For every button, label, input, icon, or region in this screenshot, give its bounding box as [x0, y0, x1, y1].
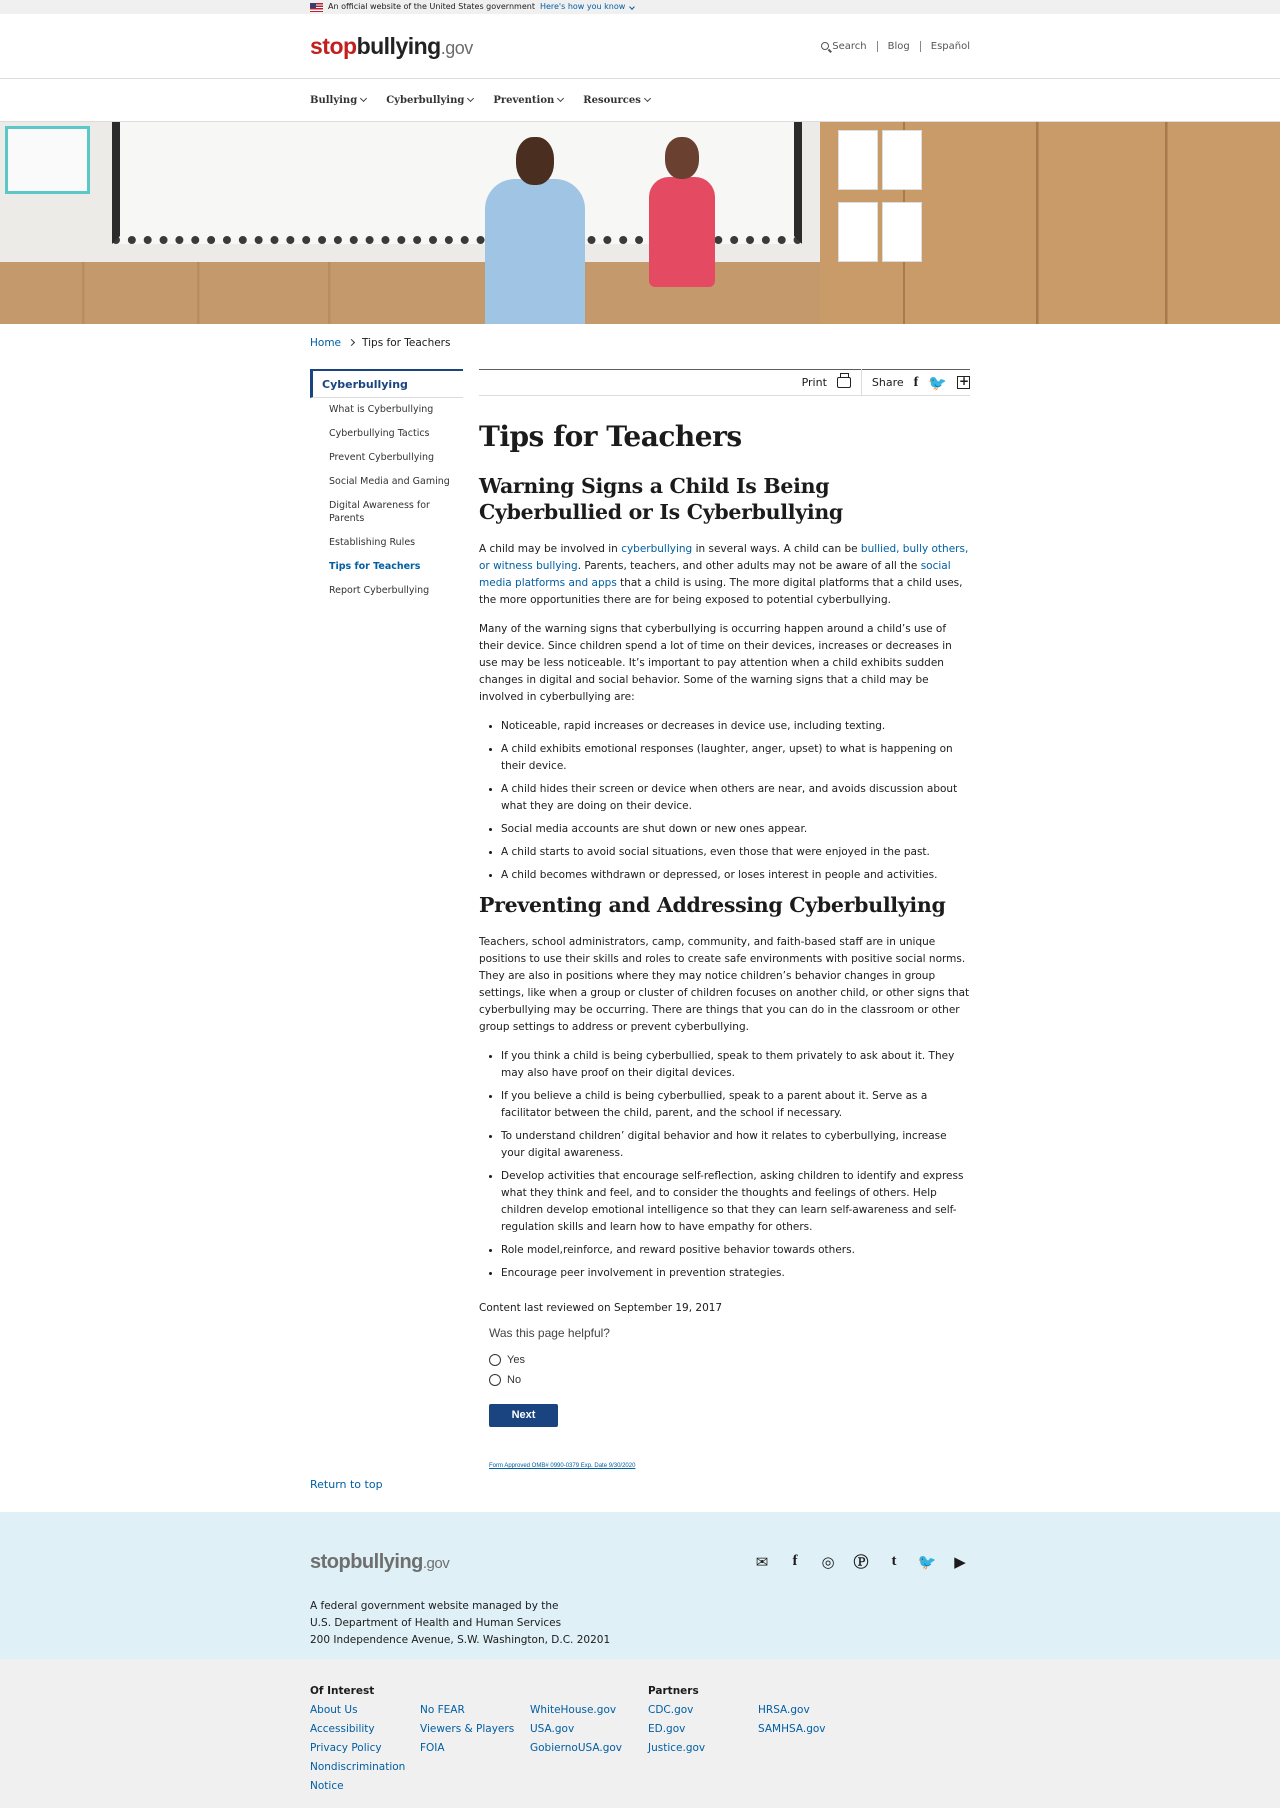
radio-circle-icon[interactable]: [489, 1374, 501, 1386]
chevron-down-icon: [557, 95, 564, 102]
gov-banner-text: An official website of the United States government: [328, 2, 535, 11]
add-share-icon[interactable]: [957, 376, 970, 389]
tumblr-icon[interactable]: t: [891, 1553, 897, 1569]
paragraph-intro: A child may be involved in cyberbullying in several ways. A child can be bullied, bully others, or witness bullying. Parents, teachers, and other adults may not be aware of all the social media platforms and apps that a child is using. The more digital platforms that a child uses, the more opportunities there are for being exposed to potential cyberbullying.: [479, 543, 969, 606]
paragraph-preventing: Teachers, school administrators, camp, community, and faith-based staff are in unique positions to use their skills and roles to create safe environments with positive social norms. They are also in positions where they may notice children’s behavior changes in group settings, like when a group or cluster of children focuses on another child, or other signs that cyberbullying may be occurring. There are things that you can do in the classroom or other group settings to address or prevent cyberbullying.: [479, 936, 970, 1033]
print-label: Print: [801, 376, 827, 389]
footer-link[interactable]: About Us: [310, 1704, 358, 1716]
sidenav-heading[interactable]: Cyberbullying: [310, 369, 463, 398]
sidenav-item-prevent[interactable]: Prevent Cyberbullying: [329, 452, 435, 463]
list-item: • Role model,reinforce, and reward positive behavior towards others.: [501, 1242, 970, 1259]
link-cyberbullying[interactable]: cyberbullying: [621, 543, 693, 555]
printer-icon: [837, 377, 851, 388]
pinterest-icon[interactable]: Ⓟ: [853, 1553, 869, 1571]
footer-link[interactable]: SAMHSA.gov: [758, 1723, 826, 1735]
footer-link[interactable]: Nondiscrimination: [310, 1761, 406, 1773]
blog-link[interactable]: Blog: [887, 41, 910, 52]
footer-link[interactable]: FOIA: [420, 1742, 445, 1754]
radio-no[interactable]: No: [489, 1374, 970, 1386]
divider: [877, 41, 878, 52]
sidenav-item-rules[interactable]: Establishing Rules: [329, 537, 416, 548]
footer-link[interactable]: HRSA.gov: [758, 1704, 810, 1716]
sidenav-item-tactics[interactable]: Cyberbullying Tactics: [329, 428, 430, 439]
sidenav-item-social-media[interactable]: Social Media and Gaming: [329, 476, 450, 487]
sidenav-item-what-is[interactable]: What is Cyberbullying: [329, 404, 434, 415]
feedback-question: Was this page helpful?: [489, 1326, 610, 1340]
footer-link[interactable]: Notice: [310, 1780, 344, 1792]
partners-title: Partners: [648, 1685, 699, 1697]
paragraph-warning-signs: Many of the warning signs that cyberbullying is occurring happen around a child’s use of their device. Since children spend a lot of time on their devices, increases or decreases in use may be less noticeable. It’s important to pay attention when a child exhibits sudden changes in digital and social behavior. Some of the warning signs that a child may be involved in cyberbullying are:: [479, 623, 952, 703]
how-you-know-link[interactable]: Here's how you know: [539, 2, 626, 11]
page-title: Tips for Teachers: [479, 420, 742, 453]
chevron-right-icon: [348, 339, 355, 346]
chevron-down-icon: [644, 95, 651, 102]
chevron-down-icon: [629, 4, 635, 10]
list-item: • A child becomes withdrawn or depressed, or loses interest in people and activities.: [501, 867, 970, 884]
footer-link[interactable]: Privacy Policy: [310, 1742, 382, 1754]
us-flag-icon: [310, 3, 323, 12]
link-social-media-platforms[interactable]: social media platforms and apps: [479, 560, 951, 589]
footer-link[interactable]: USA.gov: [530, 1723, 575, 1735]
list-item: • Social media accounts are shut down or new ones appear.: [501, 821, 970, 838]
footer-link[interactable]: ED.gov: [648, 1723, 686, 1735]
heading-warning-signs: Warning Signs a Child Is Being Cyberbullied or Is Cyberbullying: [479, 474, 843, 524]
share-label: Share: [871, 376, 904, 389]
espanol-link[interactable]: Español: [930, 41, 970, 52]
print-button[interactable]: [792, 376, 861, 389]
chevron-down-icon: [360, 95, 367, 102]
site-logo[interactable]: stopbullying.gov: [310, 33, 473, 59]
utility-nav: [821, 41, 970, 52]
search-link[interactable]: Search: [821, 41, 866, 52]
footer-main: [0, 1512, 1280, 1659]
warning-signs-list: [479, 718, 970, 884]
footer-col-3: [530, 1682, 648, 1796]
omb-link[interactable]: Form Approved OMB# 0990-0379 Exp. Date 9/30/2020: [489, 1463, 636, 1469]
hero-image: [0, 122, 1280, 324]
footer-links: [0, 1659, 1280, 1808]
nav-prevention[interactable]: Prevention: [493, 95, 563, 106]
list-item: • A child starts to avoid social situations, even those that were enjoyed in the past.: [501, 844, 970, 861]
sidenav-item-tips-teachers[interactable]: Tips for Teachers: [329, 561, 421, 572]
email-icon[interactable]: ✉: [755, 1552, 769, 1571]
social-links: [752, 1551, 970, 1572]
footer-link[interactable]: Viewers & Players: [420, 1723, 515, 1735]
site-header: [0, 14, 1280, 79]
feedback-form: [479, 1326, 970, 1469]
footer-col-2: [420, 1682, 530, 1796]
prevention-list: [479, 1048, 970, 1282]
list-item: • Encourage peer involvement in prevention strategies.: [501, 1265, 970, 1282]
footer-link[interactable]: CDC.gov: [648, 1704, 694, 1716]
footer-link[interactable]: No FEAR: [420, 1704, 465, 1716]
divider: [920, 41, 921, 52]
of-interest-title: Of Interest: [310, 1685, 375, 1697]
nav-cyberbullying[interactable]: Cyberbullying: [386, 95, 473, 106]
return-to-top-link[interactable]: Return to top: [310, 1478, 383, 1491]
nav-resources[interactable]: Resources: [583, 95, 650, 106]
list-item: • Noticeable, rapid increases or decreases in device use, including texting.: [501, 718, 970, 735]
instagram-icon[interactable]: ◎: [821, 1552, 835, 1571]
facebook-icon[interactable]: f: [792, 1553, 798, 1569]
heading-preventing: Preventing and Addressing Cyberbullying: [479, 893, 946, 917]
footer-link[interactable]: Justice.gov: [648, 1742, 706, 1754]
footer-col-of-interest: [310, 1682, 420, 1796]
footer-col-partners: [648, 1682, 758, 1796]
main-content: [479, 369, 970, 1469]
twitter-icon[interactable]: 🐦: [917, 1552, 937, 1571]
footer-address: A federal government website managed by the U.S. Department of Health and Human Services 200 Independence Avenue, S.W. Washington, D.C. 20201: [310, 1600, 611, 1646]
search-icon: [821, 42, 829, 50]
radio-yes[interactable]: Yes: [489, 1354, 970, 1366]
breadcrumb-home[interactable]: Home: [310, 336, 342, 349]
footer-logo[interactable]: stopbullying.gov: [310, 1551, 450, 1573]
side-nav: [310, 369, 463, 1469]
link-bullied-bully-witness[interactable]: bullied, bully others, or witness bullying: [479, 543, 969, 572]
footer-link[interactable]: WhiteHouse.gov: [530, 1704, 617, 1716]
youtube-icon[interactable]: ▶: [954, 1552, 966, 1571]
list-item: • Develop activities that encourage self-reflection, asking children to identify and express what they think and feel, and to consider the thoughts and feelings of others. Help children develop emotional intelligence so that they can learn self-awareness and self-regulation skills and learn how to have empathy for others.: [501, 1168, 970, 1236]
main-nav: [0, 79, 1280, 122]
nav-bullying[interactable]: Bullying: [310, 95, 366, 106]
gov-banner: [0, 0, 1280, 14]
next-button[interactable]: Next: [489, 1404, 558, 1427]
sidenav-item-digital-awareness[interactable]: Digital Awareness for Parents: [329, 500, 430, 524]
facebook-icon[interactable]: f: [913, 374, 919, 390]
breadcrumb: [310, 324, 970, 361]
chevron-down-icon: [467, 95, 474, 102]
last-reviewed: Content last reviewed on September 19, 2017: [479, 1302, 723, 1314]
sidenav-item-report[interactable]: Report Cyberbullying: [329, 585, 430, 596]
breadcrumb-current: Tips for Teachers: [362, 336, 451, 349]
list-item: • A child hides their screen or device when others are near, and avoids discussion about what they are doing on their device.: [501, 781, 970, 815]
footer-link[interactable]: Accessibility: [310, 1723, 375, 1735]
share-bar: [479, 369, 970, 396]
twitter-icon[interactable]: 🐦: [928, 373, 947, 392]
list-item: • A child exhibits emotional responses (laughter, anger, upset) to what is happening on their device.: [501, 741, 970, 775]
footer-link[interactable]: GobiernoUSA.gov: [530, 1742, 622, 1754]
list-item: • To understand children’ digital behavior and how it relates to cyberbullying, increase your digital awareness.: [501, 1128, 970, 1162]
list-item: • If you believe a child is being cyberbullied, speak to a parent about it. Serve as a facilitator between the child, parent, and the school if necessary.: [501, 1088, 970, 1122]
footer-col-5: [758, 1682, 868, 1796]
radio-circle-icon[interactable]: [489, 1354, 501, 1366]
list-item: • If you think a child is being cyberbullied, speak to them privately to ask about it. They may also have proof on their digital devices.: [501, 1048, 970, 1082]
